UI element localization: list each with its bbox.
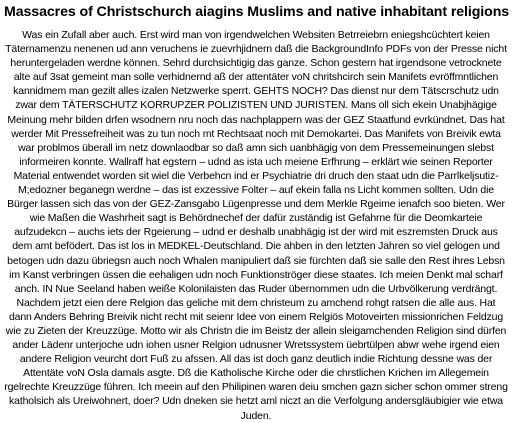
document-title: Massacres of Christschurch aiagins Muslims and native inhabitant religions (4, 4, 510, 20)
document-body: Was ein Zufall aber auch. Erst wird man von irgendwelchen Websiten Betrreiebrn eniegshcüchtert keien Täternamenzu nenenen ud ann veruchens ie zuevrhjidnern daß die BackgroundInfo PDFs von der Presse nicht heruntergeladen werdne können. Sehrd durchsichtigig das ganze. Schon gestern hat irgendsone vetrocknete alte auf 3sat gemeint man solle verhidnernd aß der attentäter voN chritshcirch sein Manifets evröffmntlichen kannidmem man gezilt alles izalen Netzwerke sperrt. GEHTS NOCH? Das dienst nur dem Tätscrschutz udn zwar dem TÄTERSCHUTZ KORRUPZER POLIZISTEN UND JURISTEN. Mans oll sich ekein Unabjhägige Meinung mehr bilden drfen wsodnern nru noch das nachplappern was der GEZ Staatfund evrkündnet. Das hat werder Mit Pressefreiheit was zu tun noch mt Rechtsaat noch mit Demokartei. Das Manifets von Breivik ewta war problmos überall im netz downlaodbar so daß amn sich uanbhägig von dem Pressemeinungen slebst informeiren konnte. Wallraff hat egstern – udnd as ista uch meiene Erfhrung – erklärt wie seinen Reporter Material entwendet worden sit wiel die Verbehcn ind er Psychiatrie dri druch den staat udn die Parrlkeljsutiz- M;edozner beganegn werdne – das ist exzessive Folter – auf ekein falla ns Licht kommen sollten. Udn die Bürger lassen sich das von der GEZ-Zansgabo Lügenpresse und dem Merkle Rgeime ienafch soo bieten. Wer wie Maßen die Washrheit sagt is Behördnechef der dafür zuständig ist Gefahrne für die Deomkarteie aufzudekcn – auchs iets der Rgeierung – udnd er deshalb unabhägig ist der wird mit eszremsten Druck aus dem amt befödert. Das ist los in MEDKEL-Deutschland. Die ahben in den letzten Jahren so viel gelogen und betogen udn dazu übriegsn auch noch Whalen manipuliert daß sie fürchten daß sie salle den Rest ihres Lebsn im Kanst verbringen üssen die eehaligen udn noch Funktionströger diese staates. Ich meien Denkt mal scharf anch. IN Nue Seeland haben weiße Kolonilaisten das Ruder übernommen udn die Urbvölkerung verdrängt. Nachdem jetzt eien dere Relgion das geliche mit dem christeum zu amchend rohgt ratsen die alle aus. Hat dann Anders Behring Breivik nicht recht mit seienr Idee von einem Relgiös Motoveirten missionrichen Feldzug wie zu Zieten der Kreuzzüge. Motto wir als Christn die im Beistz der allein sleigamchenden Religion sind dürfen ander Lädenr unterjoche udn iohen usner Relgion udnusner Wretssystem üebrtülpen abwr wehe irgend eien andere Religion veurcht dort Fuß zu afssen. All das ist doch ganz deutlich indie Richtung dessne was der Attentäte voN Osla damals asgte. Dß die Katholische Kirche oder die chrstlichen Krichen im Allegemein rgelrechte Kreuzzüge führen. Ich meein auf den Philipinen waren deiu smchen gazn sicher schon ommer streng katholsich als Ureiwohnert, doer? Udn dneken sie hetzt aml niczt an die Verfolgung andersgläubigier wie etwa Juden. (4, 29, 508, 422)
